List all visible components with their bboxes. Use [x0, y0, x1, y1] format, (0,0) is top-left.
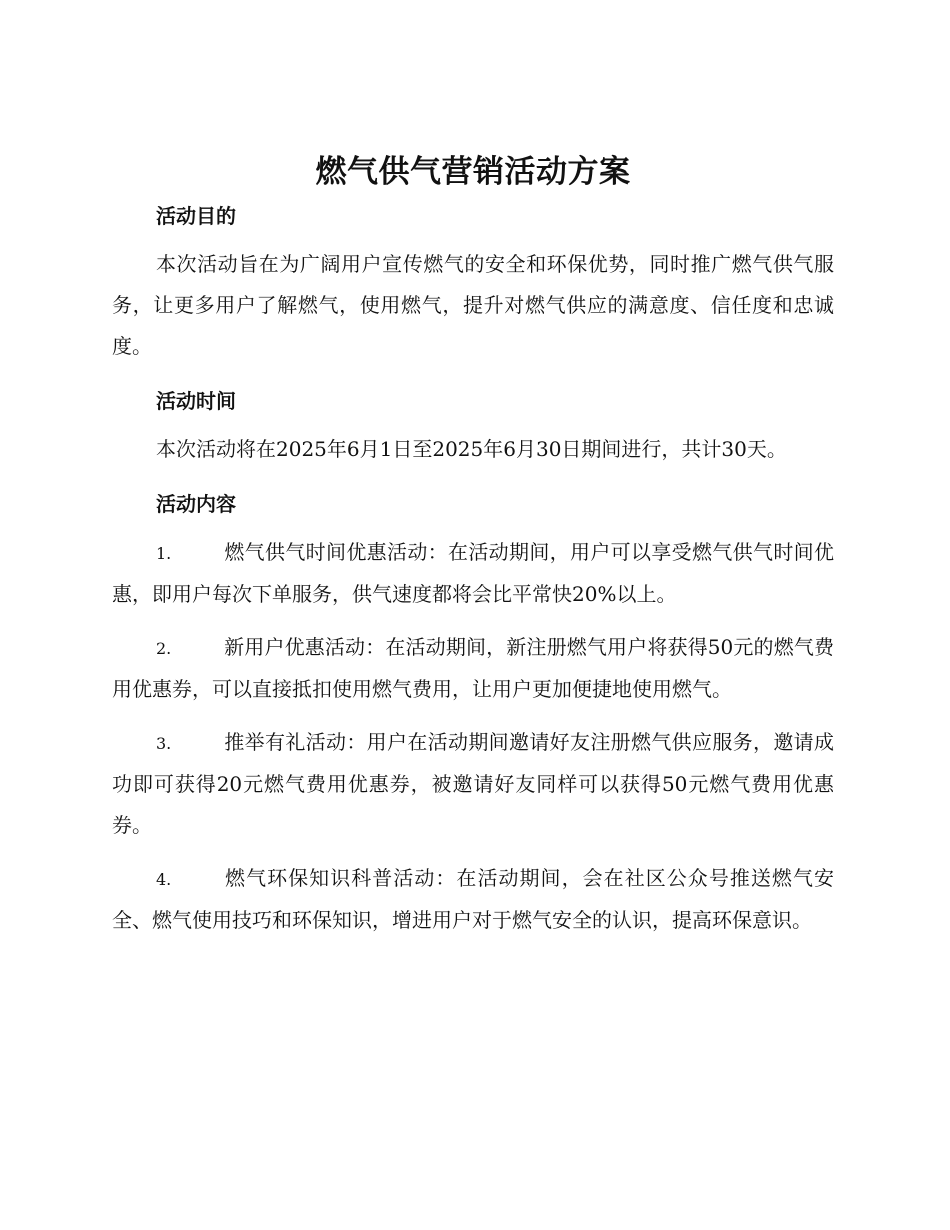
- list-item: [112, 627, 834, 710]
- document-title: 燃气供气营销活动方案: [315, 154, 631, 190]
- paragraph-purpose: 本次活动旨在为广阔用户宣传燃气的安全和环保优势，同时推广燃气供气服务，让更多用户了解燃气，使用燃气，提升对燃气供应的满意度、信任度和忠诚度。: [112, 252, 834, 358]
- list-item-text: 推举有礼活动：用户在活动期间邀请好友注册燃气供应服务，邀请成功即可获得20元燃气费用优惠券，被邀请好友同样可以获得50元燃气费用优惠券。: [112, 730, 834, 837]
- list-item-text: 新用户优惠活动：在活动期间，新注册燃气用户将获得50元的燃气费用优惠券，可以直接抵扣使用燃气费用，让用户更加便捷地使用燃气。: [112, 635, 834, 701]
- activity-list: [112, 532, 834, 941]
- list-item-number: 2.: [156, 639, 172, 658]
- paragraph-time: 本次活动将在2025年6月1日至2025年6月30日期间进行，共计30天。: [156, 437, 787, 461]
- list-item-number: 3.: [156, 734, 172, 753]
- list-item: [112, 858, 834, 941]
- list-item-number: 1.: [156, 544, 172, 563]
- list-item-text: 燃气供气时间优惠活动：在活动期间，用户可以享受燃气供气时间优惠，即用户每次下单服务，供气速度都将会比平常快20%以上。: [112, 540, 834, 606]
- list-item-number: 4.: [156, 870, 172, 889]
- section-heading-purpose: 活动目的: [156, 204, 236, 228]
- list-item: [112, 722, 834, 846]
- list-item: [112, 532, 834, 615]
- section-heading-time: 活动时间: [156, 389, 236, 413]
- document-page: [112, 150, 834, 941]
- list-item-text: 燃气环保知识科普活动：在活动期间，会在社区公众号推送燃气安全、燃气使用技巧和环保知识，增进用户对于燃气安全的认识，提高环保意识。: [112, 866, 834, 932]
- section-heading-content: 活动内容: [156, 492, 236, 516]
